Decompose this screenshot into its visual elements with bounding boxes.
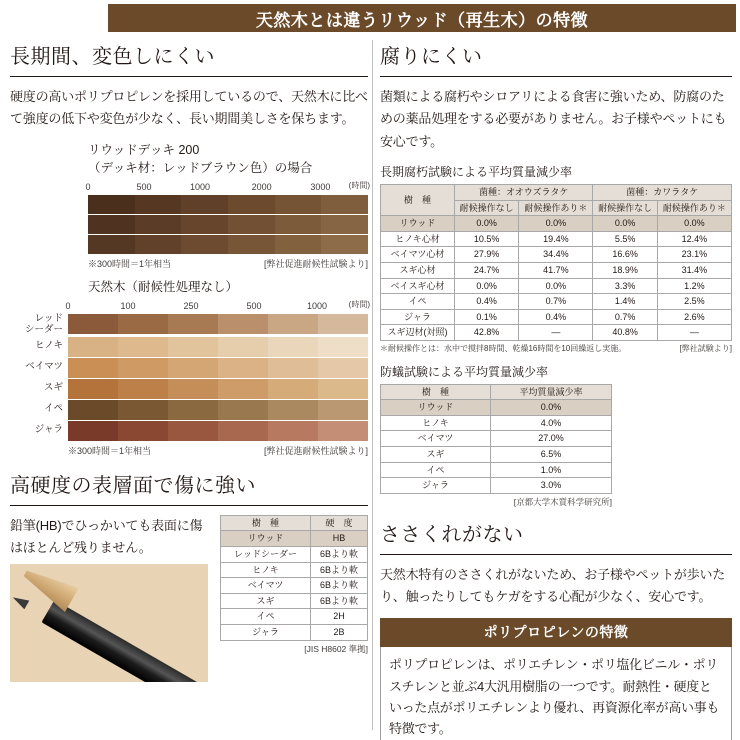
chart1-tick-2: 1000 <box>189 182 211 193</box>
chart1-swatches-2 <box>88 215 368 234</box>
cell-value: 3.3% <box>593 278 657 294</box>
table-row <box>381 478 612 494</box>
cell-value: 2.6% <box>657 309 731 325</box>
chart2-row-red-cedar <box>10 314 368 336</box>
swatch <box>135 195 182 214</box>
pencil-lead <box>11 592 30 609</box>
table-row <box>381 278 732 294</box>
table-row <box>221 624 368 640</box>
cell-hardness: 2H <box>311 609 368 625</box>
th-mass-loss: 平均質量減少率 <box>491 384 612 400</box>
cell-hardness: 6Bより軟 <box>311 562 368 578</box>
section-body-splinter-free: 天然木特有のささくれがないため、お子様やペットが歩いたり、触ったりしてもケガをする心配が少なく、安心です。 <box>380 566 726 605</box>
cell-value: 1.2% <box>657 278 731 294</box>
chart2-row-label: スギ <box>43 382 63 394</box>
decay-table-source: [弊社試験より] <box>679 344 732 354</box>
cell-value: 23.1% <box>657 247 731 263</box>
divider <box>380 76 732 77</box>
swatch <box>228 215 275 234</box>
table-row <box>381 431 612 447</box>
cell-value: 2.5% <box>657 294 731 310</box>
polypropylene-banner: ポリプロピレンの特徴 <box>380 618 732 647</box>
chart1-tick-4: 3000 <box>310 182 331 193</box>
swatch <box>275 215 322 234</box>
swatch <box>218 379 268 399</box>
cell-hardness: 6Bより軟 <box>311 578 368 594</box>
chart2-tick-3: 500 <box>246 300 262 311</box>
swatch <box>118 314 168 334</box>
chart2-row-label: ベイマツ <box>25 361 63 373</box>
chart2-tick-2: 250 <box>183 300 199 311</box>
cell-species: ベイマツ <box>221 578 311 594</box>
cell-species: ジャラ <box>381 478 491 494</box>
swatch <box>268 314 318 334</box>
th-no-weathering-1: 耐候操作なし <box>455 200 519 216</box>
cell-species: スギ辺材(対照) <box>381 325 455 341</box>
swatch <box>318 421 368 441</box>
chart1-tick-3: 2000 <box>251 182 272 193</box>
swatch <box>118 400 168 420</box>
termite-table-caption: 防蟻試験による平均質量減少率 <box>380 364 549 379</box>
swatch <box>268 379 318 399</box>
termite-table-source: [京都大学木質科学研究所] <box>513 496 612 507</box>
page-title: 天然木とは違うリウッド（再生木）の特徴 <box>108 4 736 32</box>
termite-test-table <box>380 384 612 494</box>
table-row <box>381 231 732 247</box>
cell-value: 40.8% <box>593 325 657 341</box>
section-hardness <box>10 469 368 682</box>
swatch <box>275 235 322 254</box>
table-row <box>381 415 612 431</box>
table-row <box>221 578 368 594</box>
left-column <box>10 40 368 682</box>
swatch <box>168 337 218 357</box>
divider <box>380 554 732 555</box>
cell-value: 1.4% <box>593 294 657 310</box>
swatch <box>68 337 118 357</box>
hardness-table <box>220 515 368 641</box>
swatch <box>268 358 318 378</box>
th-weathering-1: 耐候操作あり＊ <box>519 200 593 216</box>
cell-value: 4.0% <box>491 415 612 431</box>
th-weathering-2: 耐候操作あり＊ <box>657 200 731 216</box>
chart1-notes <box>88 257 368 270</box>
cell-species: リウッド <box>381 216 455 232</box>
swatch <box>321 195 368 214</box>
table-row <box>381 294 732 310</box>
swatch <box>168 400 218 420</box>
section-body-rot-resistance: 菌類による腐朽やシロアリによる食害に強いため、防腐のための薬品処理をする必要がありません。お子様やペットにも安心です。 <box>380 89 727 149</box>
cell-hardness: HB <box>311 531 368 547</box>
right-column <box>380 40 732 740</box>
cell-hardness: 6Bより軟 <box>311 547 368 563</box>
swatch <box>181 235 228 254</box>
divider <box>10 76 368 77</box>
th-species: 樹 種 <box>381 185 455 216</box>
chart1-note-left: ※300時間＝1年相当 <box>88 259 172 270</box>
swatch <box>218 358 268 378</box>
cell-value: — <box>657 325 731 341</box>
th-hardness: 硬 度 <box>311 515 368 531</box>
th-no-weathering-2: 耐候操作なし <box>593 200 657 216</box>
cell-value: 6.5% <box>491 446 612 462</box>
chart2-tick-1: 100 <box>120 300 136 311</box>
cell-species: スギ心材 <box>381 263 455 279</box>
cell-value: 0.0% <box>455 278 519 294</box>
cell-value: 0.0% <box>657 216 731 232</box>
chart-natural-wood <box>10 278 368 457</box>
table-row <box>221 562 368 578</box>
pencil-body <box>42 599 209 681</box>
table-header-row <box>221 515 368 531</box>
swatch <box>168 421 218 441</box>
chart1-swatches <box>88 195 368 214</box>
chart1-title <box>88 141 368 179</box>
chart1-tick-1: 500 <box>136 182 152 193</box>
swatch <box>68 358 118 378</box>
swatch <box>275 195 322 214</box>
swatch <box>228 235 275 254</box>
swatch <box>218 337 268 357</box>
chart2-notes <box>10 444 368 457</box>
section-body-color-fade: 硬度の高いポリプロピレンを採用しているので、天然木に比べて強度の低下や変色が少なく、長い期間美しさを保ちます。 <box>10 89 368 127</box>
swatch <box>118 337 168 357</box>
cell-value: 34.4% <box>519 247 593 263</box>
chart1-tick-0: 0 <box>85 182 91 193</box>
swatch <box>218 400 268 420</box>
table-row <box>381 400 612 416</box>
pencil-illustration <box>10 564 208 682</box>
cell-value: 0.0% <box>491 400 612 416</box>
table-row <box>221 609 368 625</box>
cell-value: 24.7% <box>455 263 519 279</box>
cell-species: ベイマツ <box>381 431 491 447</box>
chart2-tick-4: 1000 <box>306 300 328 311</box>
swatch <box>228 195 275 214</box>
cell-value: 19.4% <box>519 231 593 247</box>
table-row <box>381 309 732 325</box>
pencil-wood-tip <box>18 564 79 612</box>
chart2-row-label: レッド シーダー <box>24 312 63 335</box>
cell-value: 16.6% <box>593 247 657 263</box>
cell-species: イペ <box>381 294 455 310</box>
cell-hardness: 6Bより軟 <box>311 593 368 609</box>
swatch <box>135 235 182 254</box>
swatch <box>168 314 218 334</box>
cell-value: — <box>519 325 593 341</box>
chart2-axis <box>65 299 370 314</box>
table-row <box>381 263 732 279</box>
swatch <box>318 314 368 334</box>
swatch <box>318 379 368 399</box>
cell-value: 1.0% <box>491 462 612 478</box>
decay-test-table <box>380 184 732 341</box>
chart1-axis <box>85 181 370 195</box>
divider <box>10 505 368 506</box>
swatch <box>68 421 118 441</box>
swatch <box>181 215 228 234</box>
cell-value: 5.5% <box>593 231 657 247</box>
cell-value: 12.4% <box>657 231 731 247</box>
table-row <box>221 547 368 563</box>
chart2-row-label: ヒノキ <box>34 340 63 352</box>
swatch <box>68 400 118 420</box>
decay-table-caption: 長期腐朽試験による平均質量減少率 <box>380 165 573 180</box>
cell-value: 18.9% <box>593 263 657 279</box>
cell-value: 3.0% <box>491 478 612 494</box>
cell-value: 27.9% <box>455 247 519 263</box>
chart2-row-beimatsu <box>10 358 368 378</box>
cell-species: ヒノキ心材 <box>381 231 455 247</box>
chart-rewood-deck <box>10 141 368 271</box>
swatch <box>135 215 182 234</box>
swatch <box>68 379 118 399</box>
section-title-color-fade: 長期間、変色しにくい <box>10 46 215 68</box>
chart2-row-sugi <box>10 379 368 399</box>
table-row <box>381 325 732 341</box>
chart1-title-line1: リウッドデッキ 200 <box>88 142 200 157</box>
cell-value: 0.0% <box>593 216 657 232</box>
cell-value: 10.5% <box>455 231 519 247</box>
swatch <box>118 358 168 378</box>
swatch <box>318 358 368 378</box>
cell-species: イペ <box>221 609 311 625</box>
swatch <box>218 314 268 334</box>
swatch <box>88 195 135 214</box>
cell-species: スギ <box>381 446 491 462</box>
swatch <box>168 358 218 378</box>
cell-value: 42.8% <box>455 325 519 341</box>
cell-value: 41.7% <box>519 263 593 279</box>
table-row <box>221 531 368 547</box>
cell-species: ベイマツ心材 <box>381 247 455 263</box>
th-group-kawaratake: 菌種：カワラタケ <box>593 185 732 201</box>
column-divider <box>372 40 373 730</box>
chart1-title-line2: （デッキ材：レッドブラウン色）の場合 <box>88 161 313 176</box>
table-header-row <box>381 384 612 400</box>
chart2-row-label: ジャラ <box>34 424 63 436</box>
table-row <box>381 446 612 462</box>
swatch <box>181 195 228 214</box>
chart1-note-right: [弊社促進耐候性試験より] <box>263 259 368 270</box>
cell-value: 0.7% <box>519 294 593 310</box>
chart1-swatches-3 <box>88 235 368 254</box>
cell-species: ベイスギ心材 <box>381 278 455 294</box>
th-group-oouzuratake: 菌種：オオウズラタケ <box>455 185 593 201</box>
swatch <box>268 337 318 357</box>
swatch <box>168 379 218 399</box>
cell-value: 0.0% <box>455 216 519 232</box>
swatch <box>68 314 118 334</box>
th-species: 樹 種 <box>221 515 311 531</box>
swatch <box>118 379 168 399</box>
chart2-row-jarrah <box>10 421 368 441</box>
swatch <box>318 400 368 420</box>
table-row <box>381 462 612 478</box>
swatch <box>268 400 318 420</box>
chart2-title: 天然木（耐候性処理なし） <box>88 280 239 295</box>
cell-value: 27.0% <box>491 431 612 447</box>
decay-table-note: ＊耐候操作とは：水中で撹拌8時間、乾燥16時間を10回繰返し実施。 <box>380 344 627 354</box>
cell-species: ジャラ <box>381 309 455 325</box>
cell-value: 0.7% <box>593 309 657 325</box>
swatch <box>318 337 368 357</box>
chart2-note-right: [弊社促進耐候性試験より] <box>263 445 368 456</box>
chart2-unit: (時間) <box>348 299 370 309</box>
cell-species: イペ <box>381 462 491 478</box>
table-row <box>381 247 732 263</box>
th-species: 樹 種 <box>381 384 491 400</box>
cell-species: スギ <box>221 593 311 609</box>
polypropylene-box <box>380 618 732 740</box>
cell-value: 31.4% <box>657 263 731 279</box>
cell-hardness: 2B <box>311 624 368 640</box>
section-title-rot-resistance: 腐りにくい <box>380 46 483 68</box>
table-group-header-row <box>381 185 732 201</box>
table-row <box>221 593 368 609</box>
chart2-row-hinoki <box>10 337 368 357</box>
swatch <box>321 235 368 254</box>
cell-value: 0.4% <box>519 309 593 325</box>
section-title-hardness: 高硬度の表層面で傷に強い <box>10 474 256 497</box>
cell-species: ジャラ <box>221 624 311 640</box>
chart2-row-ipe <box>10 400 368 420</box>
swatch <box>268 421 318 441</box>
swatch <box>118 421 168 441</box>
swatch <box>88 215 135 234</box>
polypropylene-body: ポリプロピレンは、ポリエチレン・ポリ塩化ビニル・ポリスチレンと並ぶ4大汎用樹脂の一つです。耐熱性・硬度といった点がポリエチレンより優れ、再資源化率が高い事も特徴です。 <box>380 647 732 740</box>
cell-species: リウッド <box>381 400 491 416</box>
cell-value: 0.1% <box>455 309 519 325</box>
hardness-table-note: [JIS H8602 準拠] <box>304 643 368 654</box>
table-row <box>381 216 732 232</box>
swatch <box>88 235 135 254</box>
swatch <box>218 421 268 441</box>
cell-value: 0.0% <box>519 278 593 294</box>
cell-value: 0.0% <box>519 216 593 232</box>
cell-species: ヒノキ <box>381 415 491 431</box>
swatch <box>321 215 368 234</box>
cell-species: ヒノキ <box>221 562 311 578</box>
cell-species: リウッド <box>221 531 311 547</box>
chart2-tick-0: 0 <box>65 300 71 311</box>
section-body-hardness: 鉛筆(HB)でひっかいても表面に傷はほとんど残りません。 <box>10 517 203 556</box>
chart1-unit: (時間) <box>348 181 370 191</box>
chart2-note-left: ※300時間＝1年相当 <box>68 445 152 456</box>
section-title-splinter-free: ささくれがない <box>380 523 524 546</box>
cell-species: レッドシーダー <box>221 547 311 563</box>
chart2-row-label: イペ <box>43 403 63 415</box>
cell-value: 0.4% <box>455 294 519 310</box>
